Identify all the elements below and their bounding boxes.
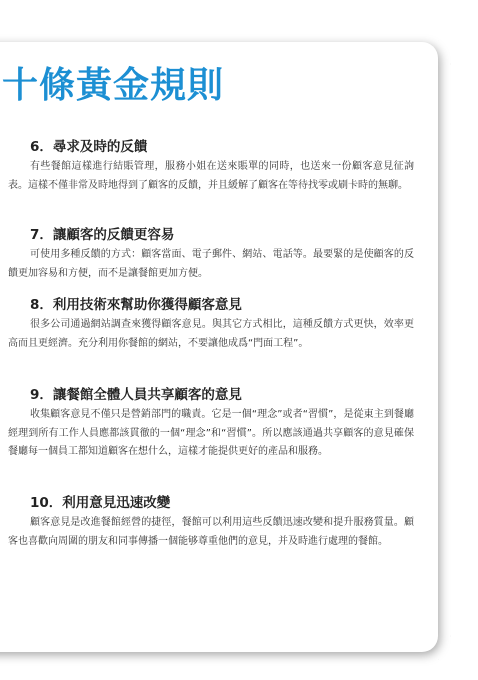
rule-body: 收集顧客意見不僅只是營銷部門的職責。它是一個“理念”或者“習慣”，是從東主到餐廳經理到所有工作人員應都該貫徹的一個“理念”和“習慣”。所以應該通過共享顧客的意見確保餐廳每一個員工都知道顧客在想什么，這樣才能提供更好的產品和服務。 [8, 409, 414, 457]
rule-section-7 [8, 226, 414, 283]
rule-section-9 [8, 386, 414, 462]
rule-body: 很多公司通過網站調查來獲得顧客意見。與其它方式相比，這種反饋方式更快，效率更高而且更經濟。充分利用你餐館的網站，不要讓他成爲“門面工程”。 [8, 319, 414, 349]
rule-body: 可使用多種反饋的方式：顧客當面、電子郵件、網站、電話等。最要緊的是使顧客的反饋更加容易和方便，而不是讓餐館更加方便。 [8, 249, 414, 279]
rule-section-10 [8, 494, 414, 551]
rule-section-8 [8, 296, 414, 353]
rule-heading: 6．尋求及時的反饋 [30, 139, 148, 155]
page-title: 十條黃金規則 [2, 65, 225, 106]
rule-heading: 10．利用意見迅速改變 [30, 495, 171, 511]
rule-heading: 8．利用技術來幫助你獲得顧客意見 [30, 297, 242, 313]
rule-body: 有些餐館這樣進行結賬管理，服務小姐在送來賬單的同時，也送來一份顧客意見征詢表。這樣不僅非常及時地得到了顧客的反饋，并且緩解了顧客在等待找零或刷卡時的無聊。 [8, 161, 414, 191]
rule-body: 顧客意見是改進餐館經營的捷徑，餐館可以利用這些反饋迅速改變和提升服務質量。顧客也喜歡向周圍的朋友和同事傳播一個能够尊重他們的意見，并及時進行處理的餐館。 [8, 517, 414, 547]
rule-heading: 7．讓顧客的反饋更容易 [30, 227, 175, 243]
rule-heading: 9．讓餐館全體人員共享顧客的意見 [30, 387, 242, 403]
rule-section-6 [8, 138, 414, 195]
